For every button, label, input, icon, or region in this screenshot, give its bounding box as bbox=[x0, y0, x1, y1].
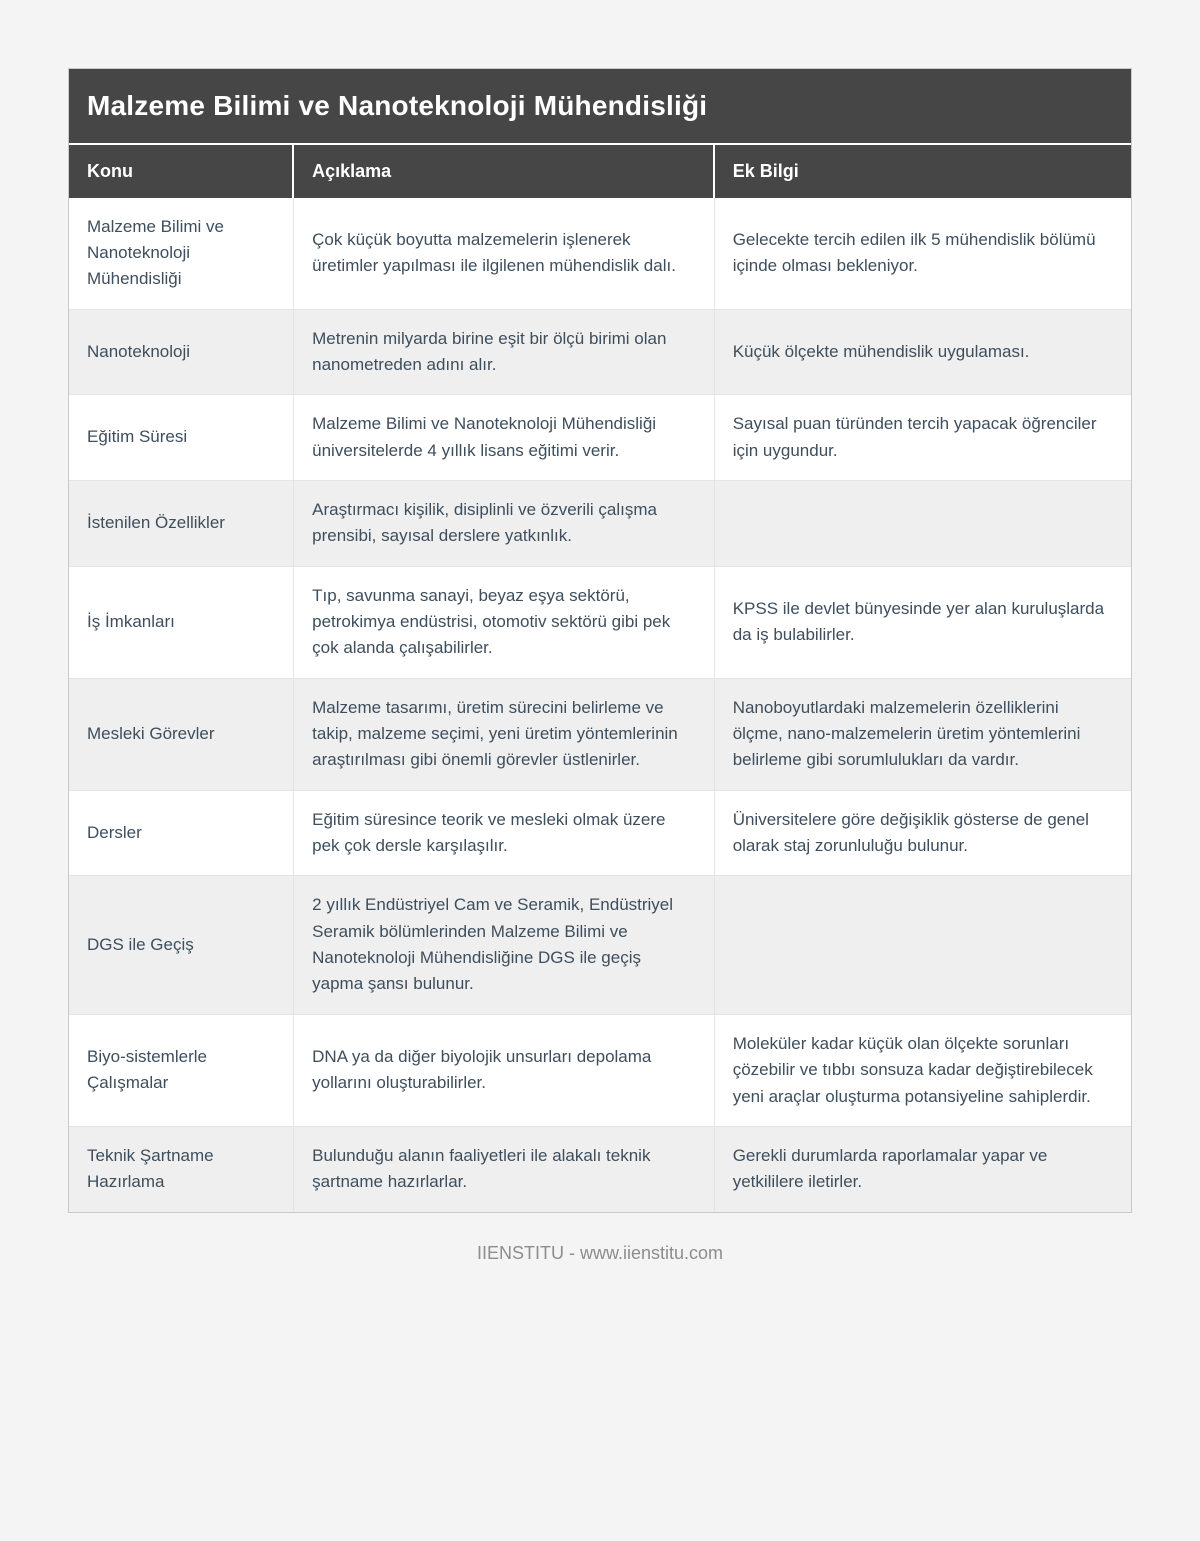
cell-aciklama: Malzeme Bilimi ve Nanoteknoloji Mühendisliği üniversitelerde 4 yıllık lisans eğitimi verir. bbox=[294, 394, 715, 480]
table-row bbox=[69, 1126, 1131, 1212]
data-table bbox=[69, 145, 1131, 1212]
table-row bbox=[69, 480, 1131, 566]
table-row bbox=[69, 566, 1131, 678]
cell-ek-bilgi: Nanoboyutlardaki malzemelerin özelliklerini ölçme, nano-malzemelerin üretim yöntemlerini belirleme gibi sorumlulukları da vardır. bbox=[715, 678, 1131, 790]
cell-ek-bilgi bbox=[715, 480, 1131, 566]
footer-credit: IIENSTITU - www.iienstitu.com bbox=[476, 1242, 724, 1263]
content-panel bbox=[68, 68, 1132, 1213]
page-title: Malzeme Bilimi ve Nanoteknoloji Mühendisliği bbox=[69, 69, 1131, 143]
cell-ek-bilgi: Sayısal puan türünden tercih yapacak öğrenciler için uygundur. bbox=[715, 394, 1131, 480]
cell-konu: Biyo-sistemlerle Çalışmalar bbox=[69, 1014, 294, 1126]
table-row bbox=[69, 875, 1131, 1013]
cell-aciklama: Çok küçük boyutta malzemelerin işlenerek üretimler yapılması ile ilgilenen mühendislik dalı. bbox=[294, 198, 715, 309]
table-row bbox=[69, 790, 1131, 876]
cell-aciklama: Tıp, savunma sanayi, beyaz eşya sektörü, petrokimya endüstrisi, otomotiv sektörü gibi pek çok alanda çalışabilirler. bbox=[294, 566, 715, 678]
column-header-aciklama: Açıklama bbox=[294, 145, 715, 198]
column-header-ek-bilgi: Ek Bilgi bbox=[715, 145, 1131, 198]
cell-ek-bilgi: Üniversitelere göre değişiklik gösterse de genel olarak staj zorunluluğu bulunur. bbox=[715, 790, 1131, 876]
cell-konu: İstenilen Özellikler bbox=[69, 480, 294, 566]
cell-ek-bilgi: Gelecekte tercih edilen ilk 5 mühendislik bölümü içinde olması bekleniyor. bbox=[732, 229, 1096, 276]
cell-konu: Nanoteknoloji bbox=[69, 309, 294, 395]
cell-aciklama: Bulunduğu alanın faaliyetleri ile alakalı teknik şartname hazırlarlar. bbox=[294, 1126, 715, 1212]
page-container bbox=[68, 0, 1132, 1309]
cell-aciklama: Malzeme tasarımı, üretim sürecini belirleme ve takip, malzeme seçimi, yeni üretim yöntemlerinin araştırılması gibi önemli görevler üstlenirler. bbox=[294, 678, 715, 790]
column-header-konu: Konu bbox=[69, 145, 294, 198]
cell-konu: Teknik Şartname Hazırlama bbox=[69, 1126, 294, 1212]
table-row bbox=[69, 678, 1131, 790]
table-header bbox=[69, 145, 1131, 198]
cell-konu: DGS ile Geçiş bbox=[69, 875, 294, 1013]
table-row bbox=[69, 1014, 1131, 1126]
cell-konu: Mesleki Görevler bbox=[69, 678, 294, 790]
cell-ek-bilgi: Gerekli durumlarda raporlamalar yapar ve yetkililere iletirler. bbox=[715, 1126, 1131, 1212]
cell-aciklama: Araştırmacı kişilik, disiplinli ve özverili çalışma prensibi, sayısal derslere yatkınlık. bbox=[294, 480, 715, 566]
table-body bbox=[69, 198, 1131, 1212]
table-row bbox=[69, 198, 1131, 309]
cell-konu: İş İmkanları bbox=[69, 566, 294, 678]
cell-ek-bilgi: KPSS ile devlet bünyesinde yer alan kuruluşlarda da iş bulabilirler. bbox=[715, 566, 1131, 678]
cell-konu: Dersler bbox=[69, 790, 294, 876]
cell-ek-bilgi bbox=[715, 875, 1131, 1013]
cell-konu: Eğitim Süresi bbox=[69, 394, 294, 480]
cell-aciklama: Metrenin milyarda birine eşit bir ölçü birimi olan nanometreden adını alır. bbox=[294, 309, 715, 395]
cell-aciklama: DNA ya da diğer biyolojik unsurları depolama yollarını oluşturabilirler. bbox=[294, 1014, 715, 1126]
table-header-row bbox=[69, 145, 1131, 198]
cell-konu: Malzeme Bilimi ve Nanoteknoloji Mühendisliği bbox=[69, 198, 294, 309]
table-row bbox=[69, 309, 1131, 395]
cell-ek-bilgi: Moleküler kadar küçük olan ölçekte sorunları çözebilir ve tıbbı sonsuza kadar değiştirebilecek yeni araçlar oluşturma potansiyeline sahiplerdir. bbox=[715, 1014, 1131, 1126]
cell-aciklama: Eğitim süresince teorik ve mesleki olmak üzere pek çok dersle karşılaşılır. bbox=[294, 790, 715, 876]
cell-ek-bilgi: Küçük ölçekte mühendislik uygulaması. bbox=[715, 309, 1131, 395]
cell-aciklama: 2 yıllık Endüstriyel Cam ve Seramik, Endüstriyel Seramik bölümlerinden Malzeme Bilimi ve Nanoteknoloji Mühendisliğine DGS ile geçiş yapma şansı bulunur. bbox=[294, 875, 715, 1013]
table-row bbox=[69, 394, 1131, 480]
